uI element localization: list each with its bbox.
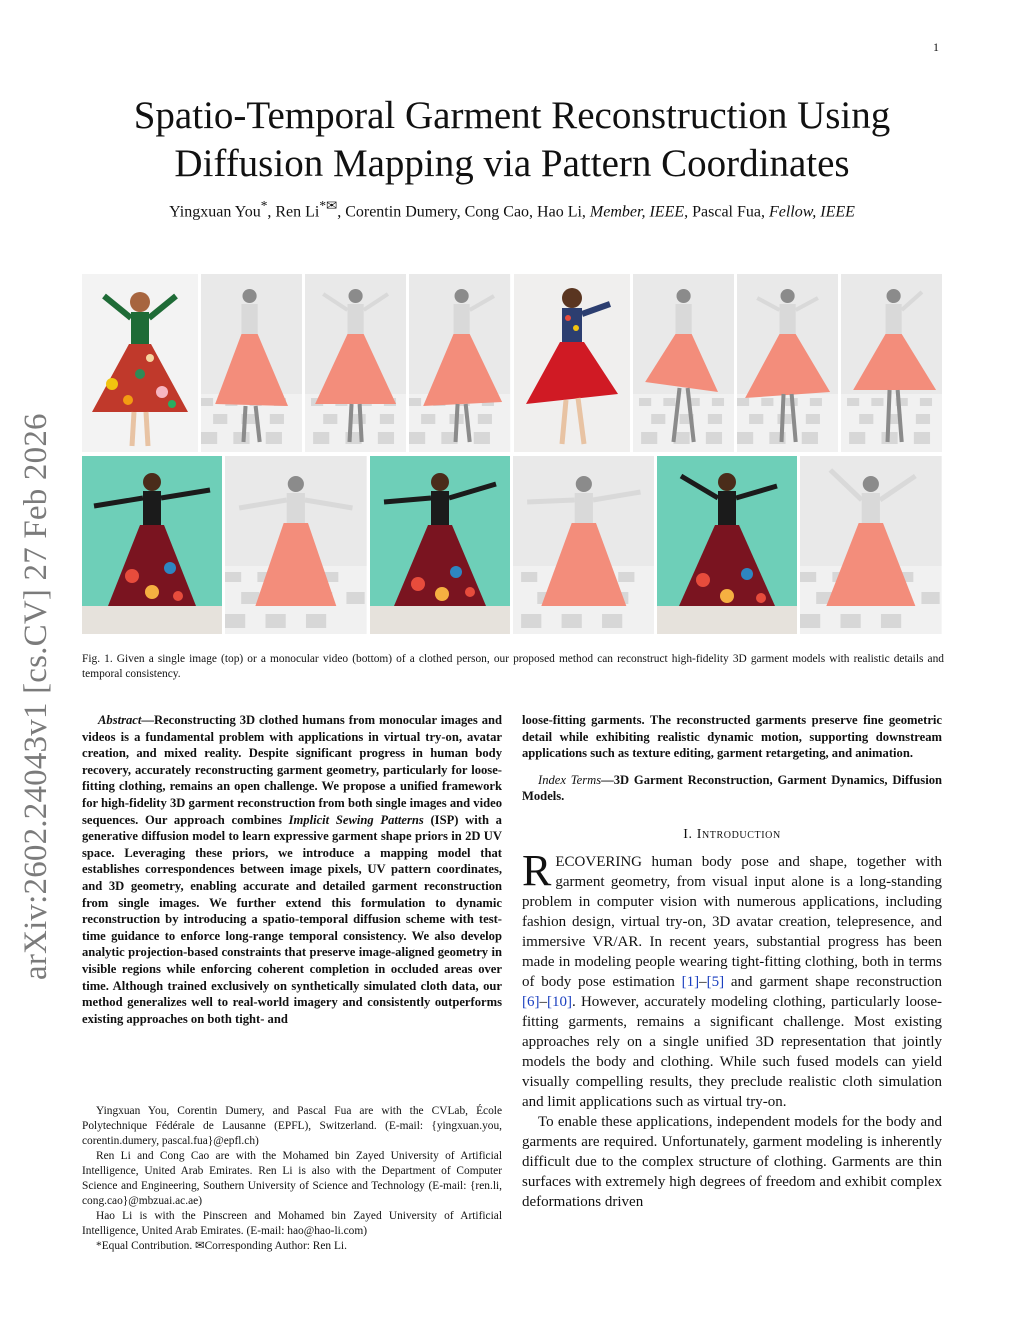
- section-heading-introduction: I. Introduction: [683, 826, 781, 842]
- title-line-2: Diffusion Mapping via Pattern Coordinates: [174, 142, 850, 185]
- video-reconstruction-3: [800, 456, 942, 634]
- author-name: Yingxuan You: [169, 203, 261, 221]
- drop-cap: R: [522, 845, 552, 895]
- index-terms-label: Index Terms: [538, 772, 602, 787]
- author-name: Corentin Dumery: [345, 203, 457, 221]
- equal-contribution-mark: *: [260, 198, 268, 213]
- reconstruction-render-3: [409, 274, 510, 452]
- video-reconstruction-2: [513, 456, 655, 634]
- figure-1-teaser: [82, 274, 942, 636]
- abstract-label: Abstract: [98, 713, 142, 727]
- figure-top-row-single-image: [82, 274, 942, 452]
- video-frame-1: [82, 456, 222, 634]
- abstract-isp-term: Implicit Sewing Patterns: [288, 812, 424, 827]
- right-column: [522, 712, 942, 1212]
- abstract-continued: loose-fitting garments. The reconstructed garments preserve fine geometric detail while exhibiting realistic dynamic motion, supporting downstream applications such as texture editing, garment retargeting, and animation.: [522, 713, 942, 761]
- left-column: [82, 712, 502, 1027]
- citation-link[interactable]: [5]: [706, 973, 725, 990]
- figure-caption: Fig. 1. Given a single image (top) or a monocular video (bottom) of a clothed person, our proposed method can reconstruct high-fidelity 3D garment models with realistic details and temporal consistency.: [82, 653, 944, 680]
- video-frame-3: [657, 456, 797, 634]
- abstract: Abstract—Reconstructing 3D clothed humans from monocular images and videos is a fundamental problem with applications in virtual try-on, avatar creation, and mixed reality. Despite significant progress in human body recovery, accurately reconstructing garment geometry, particularly for loose-fitting clothing, remains an open challenge. We propose a unified framework for high-fidelity 3D garment reconstruction from both single images and video sequences. Our approach combines Implicit Sewing Patterns (ISP) with a generative diffusion model to learn expressive garment shape priors in 2D UV space. Leveraging these priors, we introduce a mapping model that establishes correspondences between image pixels, UV pattern coordinates, and 3D geometry, enabling accurate and detailed garment reconstruction from single images. We further extend this formulation to dynamic reconstruction by introducing a spatio-temporal diffusion scheme with test-time guidance to enforce long-range temporal consistency. We also develop analytic projection-based constraints that preserve image-aligned geometry in visible regions while enforcing coherent completion in occluded areas over time. Although trained exclusively on synthetically simulated cloth data, our method generalizes well to real-world imagery and consistently outperforms existing approaches on both tight- and: [82, 713, 502, 1026]
- citation-link[interactable]: [6]: [522, 993, 540, 1010]
- introduction-paragraph-1: RECOVERING human body pose and shape, together with garment geometry, from visual input alone is a long-standing problem in computer vision with numerous applications, including fashion design, virtual try-on, 3D avatar creation, telepresence, and immersive VR/AR. In recent years, substantial progress has been made in modeling people wearing tight-fitting clothing, both in terms of body pose estimation [1]–[5] and garment shape reconstruction [6]–[10]. However, accurately modeling clothing, particularly loose-fitting garments, remains a significant challenge. Most existing approaches rely on a single unified 3D representation that jointly models the body and clothing. While such fused models can yield visually compelling results, they preclude realistic cloth simulation and limit applications such as virtual try-on.: [522, 845, 942, 1110]
- video-reconstruction-1: [225, 456, 367, 634]
- reconstruction-render-5: [737, 274, 838, 452]
- arxiv-identifier-stamp: arXiv:2602.24043v1 [cs.CV] 27 Feb 2026: [18, 413, 54, 980]
- corresponding-author-mark: *✉: [319, 198, 338, 213]
- paper-title: [60, 92, 964, 188]
- index-terms: [522, 772, 942, 805]
- footnote-affiliation-epfl: Yingxuan You, Corentin Dumery, and Pascal Fua are with the CVLab, École Polytechnique Fédérale de Lausanne (EPFL), Switzerland. (E-mail: {yingxuan.you, corentin.dumery, pascal.fua}@epfl.ch): [82, 1105, 502, 1147]
- author-name: Pascal Fua: [692, 203, 761, 221]
- introduction-paragraph-2: To enable these applications, independent models for the body and garments are required. Unfortunately, garment modeling is inherently difficult due to the complex structure of clothing. Garments are thin surfaces with extremely high degrees of freedom and exhibit complex deformations driven: [522, 1113, 942, 1210]
- input-photo-green-top-floral-skirt: [82, 274, 198, 452]
- footnote-equal-contribution: *Equal Contribution. ✉Corresponding Author: Ren Li.: [96, 1240, 347, 1252]
- citation-link[interactable]: [1]: [681, 973, 700, 990]
- citation-link[interactable]: [10]: [547, 993, 572, 1010]
- abstract-text-part-2: (ISP) with a generative diffusion model to learn expressive garment shape priors in 2D UV space. Leveraging these priors, we introduce a mapping model that establishes correspondences between image pixels, UV pattern coordinates, and 3D geometry, enabling accurate and detailed garment reconstruction from single images. We further extend this formulation to dynamic reconstruction by introducing a spatio-temporal diffusion scheme with test-time guidance to enforce long-range temporal consistency. We also develop analytic projection-based constraints that preserve image-aligned geometry in visible regions while enforcing coherent completion in occluded areas over time. Although trained exclusively on synthetically simulated cloth data, our method generalizes well to real-world imagery and consistently outperforms existing approaches on both tight- and: [82, 812, 502, 1026]
- figure-bottom-row-video: [82, 456, 942, 634]
- input-photo-red-dress: [514, 274, 630, 452]
- reconstruction-render-4: [633, 274, 734, 452]
- reconstruction-render-1: [201, 274, 302, 452]
- index-terms-text: —3D Garment Reconstruction, Garment Dynamics, Diffusion Models.: [522, 772, 943, 804]
- author-name: Hao Li: [537, 203, 582, 221]
- footnote-affiliation-mbzuai: Ren Li and Cong Cao are with the Mohamed bin Zayed University of Artificial Intelligence, United Arab Emirates. Ren Li is also with the Department of Computer Science and Engineering, Southern University of Science and Technology (E-mail: {ren.li, cong.cao}@mbzuai.ac.ae): [82, 1150, 502, 1207]
- abstract-text-part-1: Reconstructing 3D clothed humans from monocular images and videos is a fundamental problem with applications in virtual try-on, avatar creation, and mixed reality. Despite significant progress in human body recovery, accurately reconstructing garment geometry, particularly for loose-fitting clothing, remains an open challenge. We propose a unified framework for high-fidelity 3D garment reconstruction from both single images and video sequences. Our approach combines: [82, 713, 502, 827]
- author-title: Member, IEEE: [589, 203, 685, 221]
- author-name: Ren Li: [275, 203, 320, 221]
- video-frame-2: [370, 456, 510, 634]
- author-footnotes: [82, 1104, 502, 1254]
- author-title: Fellow, IEEE: [768, 203, 855, 221]
- title-line-1: Spatio-Temporal Garment Reconstruction Using: [133, 94, 891, 137]
- reconstruction-render-6: [841, 274, 942, 452]
- reconstruction-render-2: [305, 274, 406, 452]
- author-list: Yingxuan You*, Ren Li*✉, Corentin Dumery, Cong Cao, Hao Li, Member, IEEE, Pascal Fua, Fellow, IEEE: [169, 198, 855, 221]
- author-name: Cong Cao: [464, 203, 530, 221]
- footnote-affiliation-pinscreen: Hao Li is with the Pinscreen and Mohamed bin Zayed University of Artificial Intelligence, United Arab Emirates. (E-mail: hao@hao-li.com): [82, 1210, 502, 1237]
- page-number: 1: [933, 40, 939, 54]
